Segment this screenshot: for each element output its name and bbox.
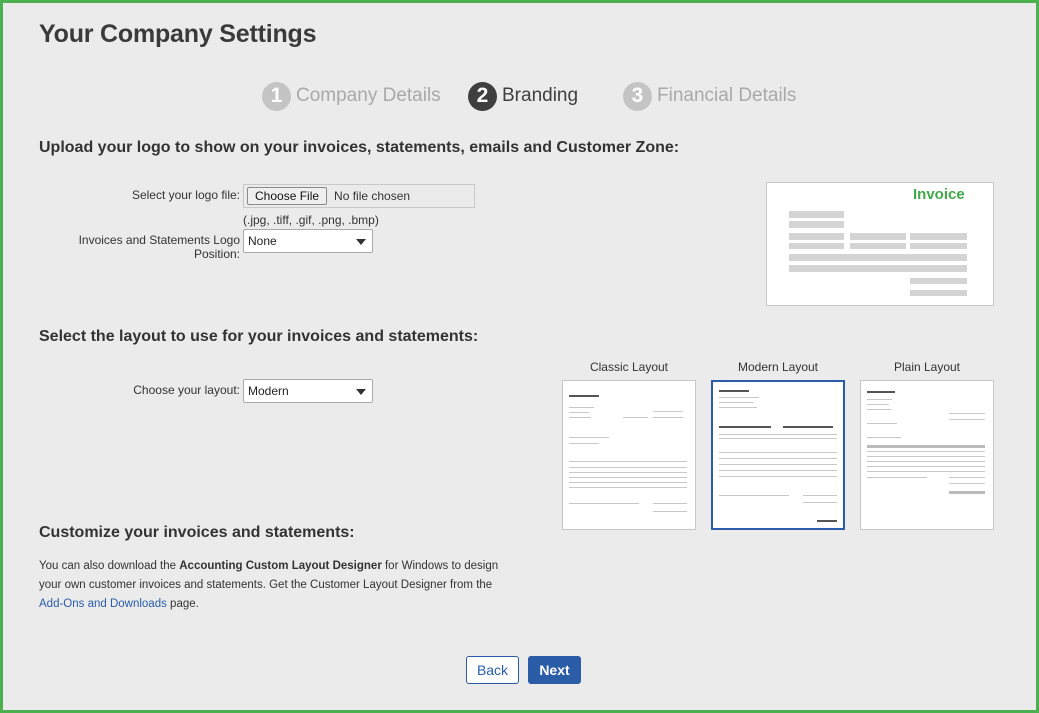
thumb-line <box>867 466 985 467</box>
step-label: Company Details <box>296 85 441 106</box>
preview-bar <box>789 265 967 272</box>
designer-name: Accounting Custom Layout Designer <box>179 560 382 572</box>
file-types-hint: (.jpg, .tiff, .gif, .png, .bmp) <box>243 213 379 227</box>
thumb-line <box>719 426 771 428</box>
thumb-line <box>867 461 985 462</box>
thumb-line <box>867 471 985 472</box>
logo-file-input[interactable] <box>243 184 475 208</box>
preview-bar <box>789 233 844 240</box>
thumb-line <box>569 395 599 397</box>
logo-position-select[interactable] <box>243 229 373 253</box>
thumb-line <box>783 426 833 428</box>
preview-bar <box>789 211 844 218</box>
step-financial-details[interactable] <box>623 78 796 114</box>
step-number-3: 3 <box>623 82 652 111</box>
plain-layout-thumbnail[interactable] <box>860 380 994 530</box>
thumb-line <box>719 438 837 439</box>
step-label: Branding <box>502 85 579 106</box>
thumb-line <box>719 407 757 408</box>
customize-section-heading: Customize your invoices and statements: <box>39 524 355 541</box>
thumb-line <box>623 417 648 418</box>
thumb-line <box>949 413 985 414</box>
thumb-line <box>719 470 837 471</box>
logo-position-label: Invoices and Statements Logo Position: <box>78 233 240 261</box>
customize-description <box>39 557 519 614</box>
thumb-line <box>569 487 687 488</box>
text: page. <box>166 598 199 610</box>
step-number-1: 1 <box>262 82 291 111</box>
next-button[interactable]: Next <box>528 656 581 684</box>
layout-select-value: Modern <box>248 384 289 398</box>
logo-position-value: None <box>248 234 277 248</box>
step-branding[interactable] <box>468 78 578 114</box>
invoice-preview-title: Invoice <box>913 186 965 203</box>
thumb-line <box>719 464 837 465</box>
thumb-line <box>949 483 985 484</box>
thumb-line <box>569 417 591 418</box>
classic-layout-label: Classic Layout <box>589 360 669 374</box>
chevron-down-icon <box>356 389 366 395</box>
thumb-line <box>949 491 985 494</box>
thumb-line <box>949 419 985 420</box>
thumb-line <box>817 520 837 522</box>
page-title: Your Company Settings <box>39 20 317 48</box>
chevron-down-icon <box>356 239 366 245</box>
text: for Windows to design your own customer invoices and statements. Get the Customer Layout Designer from the <box>39 560 499 591</box>
logo-section-heading: Upload your logo to show on your invoices, statements, emails and Customer Zone: <box>39 139 680 156</box>
thumb-line <box>569 407 594 408</box>
classic-layout-thumbnail[interactable] <box>562 380 696 530</box>
plain-layout-label: Plain Layout <box>893 360 961 374</box>
thumb-line <box>867 409 891 410</box>
thumb-line <box>569 482 687 483</box>
thumb-line <box>867 391 895 393</box>
thumb-line <box>569 503 639 504</box>
modern-layout-label: Modern Layout <box>737 360 819 374</box>
modern-layout-thumbnail[interactable] <box>711 380 845 530</box>
thumb-line <box>653 417 683 418</box>
preview-bar <box>910 233 967 240</box>
thumb-line <box>719 402 754 403</box>
thumb-line <box>867 423 897 424</box>
thumb-line <box>803 502 837 503</box>
thumb-line <box>569 477 687 478</box>
thumb-line <box>719 397 759 398</box>
thumb-line <box>867 456 985 457</box>
no-file-text: No file chosen <box>334 189 411 203</box>
thumb-line <box>867 399 892 400</box>
preview-bar <box>789 221 844 228</box>
step-label: Financial Details <box>657 85 797 106</box>
wizard-steps <box>3 78 1036 114</box>
thumb-line <box>867 451 985 452</box>
preview-bar <box>789 254 967 261</box>
thumb-line <box>949 477 985 478</box>
preview-bar <box>850 233 906 240</box>
thumb-line <box>569 412 589 413</box>
invoice-preview <box>766 182 994 306</box>
thumb-line <box>867 477 927 478</box>
thumb-line <box>867 437 901 438</box>
thumb-line <box>653 411 683 412</box>
step-number-2: 2 <box>468 82 497 111</box>
preview-bar <box>850 243 906 249</box>
back-button[interactable]: Back <box>466 656 519 684</box>
layout-section-heading: Select the layout to use for your invoices and statements: <box>39 328 479 345</box>
add-ons-downloads-link[interactable]: Add-Ons and Downloads <box>39 598 167 610</box>
thumb-line <box>569 467 687 468</box>
thumb-line <box>867 404 889 405</box>
choose-file-button[interactable]: Choose File <box>247 187 327 205</box>
layout-select[interactable] <box>243 379 373 403</box>
step-company-details[interactable] <box>262 78 441 114</box>
thumb-line <box>653 503 687 504</box>
thumb-line <box>569 461 687 462</box>
preview-bar <box>910 290 967 296</box>
preview-bar <box>910 243 967 249</box>
thumb-line <box>719 434 837 435</box>
thumb-line <box>653 511 687 512</box>
preview-bar <box>910 278 967 284</box>
text: You can also download the <box>39 560 180 572</box>
thumb-line <box>569 437 609 438</box>
thumb-line <box>719 476 837 477</box>
layout-choose-label: Choose your layout: <box>133 383 240 397</box>
preview-bar <box>789 243 844 249</box>
thumb-line <box>569 443 599 444</box>
thumb-line <box>719 458 837 459</box>
thumb-line <box>867 445 985 448</box>
thumb-line <box>719 390 749 392</box>
thumb-line <box>803 495 837 496</box>
thumb-line <box>719 452 837 453</box>
logo-file-label: Select your logo file: <box>131 188 240 202</box>
thumb-line <box>719 495 789 496</box>
thumb-line <box>569 472 687 473</box>
